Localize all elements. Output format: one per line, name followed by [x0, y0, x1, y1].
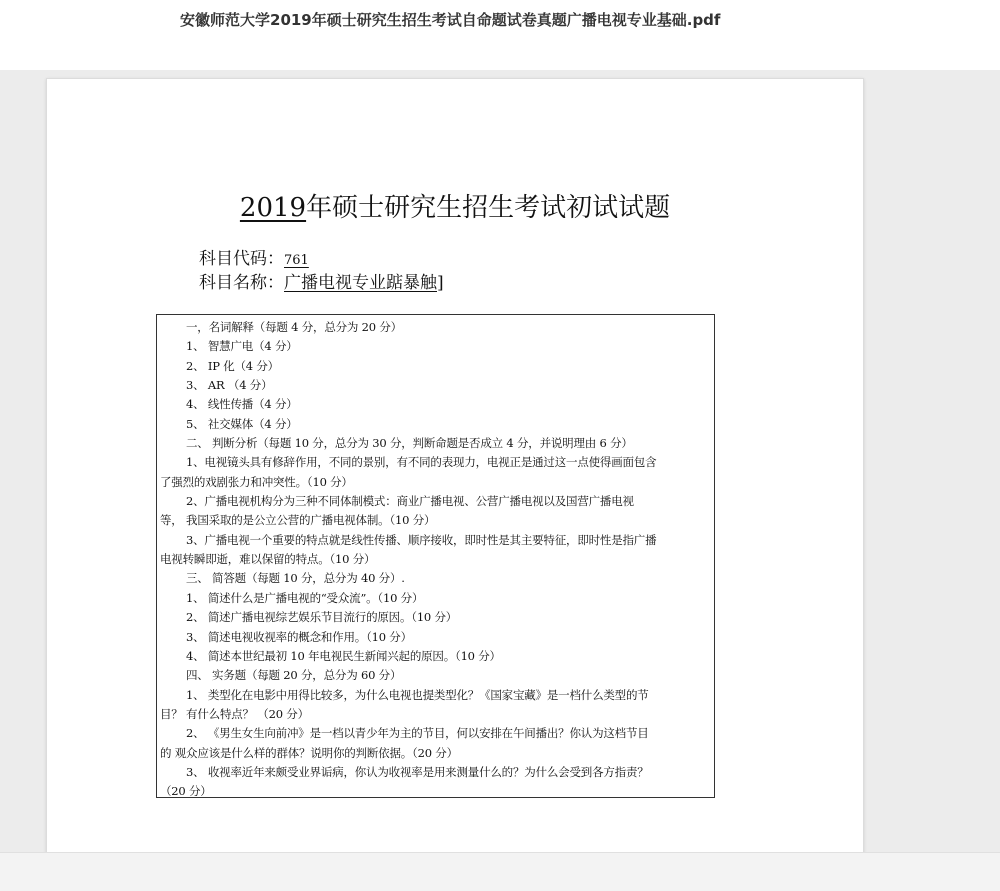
question-line: 2、 《男生女生向前冲》是一档以青少年为主的节目，何以安排在午间播出？你认为这档节目	[186, 726, 649, 741]
question-line: 的 观众应该是什么样的群体？说明你的判断依据。（20 分）	[160, 745, 458, 760]
subject-name-bracket: ]	[437, 273, 444, 293]
viewer-toolbar	[0, 0, 1000, 70]
exam-title	[47, 187, 863, 224]
question-line: 1、 智慧广电（4 分）	[186, 339, 298, 354]
question-line: 2、广播电视机构分为三种不同体制模式：商业广播电视、公营广播电视以及国营广播电视	[186, 494, 634, 509]
question-box	[156, 314, 715, 798]
exam-title-text: 年硕士研究生招生考试初试试题	[306, 193, 671, 223]
question-line: 一，名词解释（每题 4 分，总分为 20 分）	[186, 320, 402, 334]
question-line: 1、 类型化在电影中用得比较多，为什么电视也提类型化？《国家宝藏》是一档什么类型的节	[186, 687, 649, 702]
question-line: 1、电视镜头具有修辞作用，不同的景别，有不同的表现力，电视正是通过这一点使得画面包含	[186, 455, 657, 470]
subject-name-label: 科目名称：	[199, 273, 284, 293]
pdf-page[interactable]	[46, 78, 864, 854]
viewer-bottom-bar	[0, 852, 1000, 891]
question-line: 5、 社交媒体（4 分）	[186, 416, 298, 431]
subject-code-label: 科目代码：	[199, 249, 284, 269]
question-line: 3、广播电视一个重要的特点就是线性传播、顺序接收，即时性是其主要特征，即时性是指广播	[186, 532, 657, 547]
subject-code-value: 761	[284, 253, 309, 268]
subject-name-value: 广播电视专业踮暴触	[284, 273, 437, 293]
question-line: 目？ 有什么特点？ （20 分）	[160, 706, 309, 721]
question-line: 等， 我国采取的是公立公营的广播电视体制。（10 分）	[160, 513, 436, 528]
exam-title-year: 2019	[239, 193, 307, 223]
question-line: 了强烈的戏剧张力和冲突性。（10 分）	[160, 474, 353, 489]
question-line: 三、 简答题（每题 10 分，总分为 40 分）.	[186, 571, 405, 586]
file-title: 安徽师范大学2019年硕士研究生招生考试自命题试卷真题广播电视专业基础.pdf	[180, 11, 721, 29]
question-line: 3、 简述电视收视率的概念和作用。（10 分）	[186, 629, 412, 644]
question-line: 电视转瞬即逝，难以保留的特点。（10 分）	[160, 552, 376, 567]
question-line: 二、 判断分析（每题 10 分，总分为 30 分，判断命题是否成立 4 分，并说明理由 6 分）	[186, 436, 633, 451]
question-line: （20 分）	[160, 784, 212, 798]
question-line: 四、 实务题（每题 20 分，总分为 60 分）	[186, 668, 402, 683]
question-line: 4、 线性传播（4 分）	[186, 397, 298, 412]
question-line: 2、 简述广播电视综艺娱乐节目流行的原因。（10 分）	[186, 610, 458, 625]
question-line: 4、 简述本世纪最初 10 年电视民生新闻兴起的原因。（10 分）	[186, 648, 501, 663]
question-line: 2、 IP 化（4 分）	[186, 358, 279, 373]
question-line: 1、 简述什么是广播电视的“受众流”。（10 分）	[186, 590, 424, 605]
subject-name-row	[199, 268, 444, 293]
subject-code-row	[199, 244, 309, 269]
question-line: 3、 AR （4 分）	[186, 378, 273, 393]
question-line: 3、 收视率近年来颇受业界诟病，你认为收视率是用来测量什么的？为什么会受到各方指责？	[186, 764, 649, 779]
